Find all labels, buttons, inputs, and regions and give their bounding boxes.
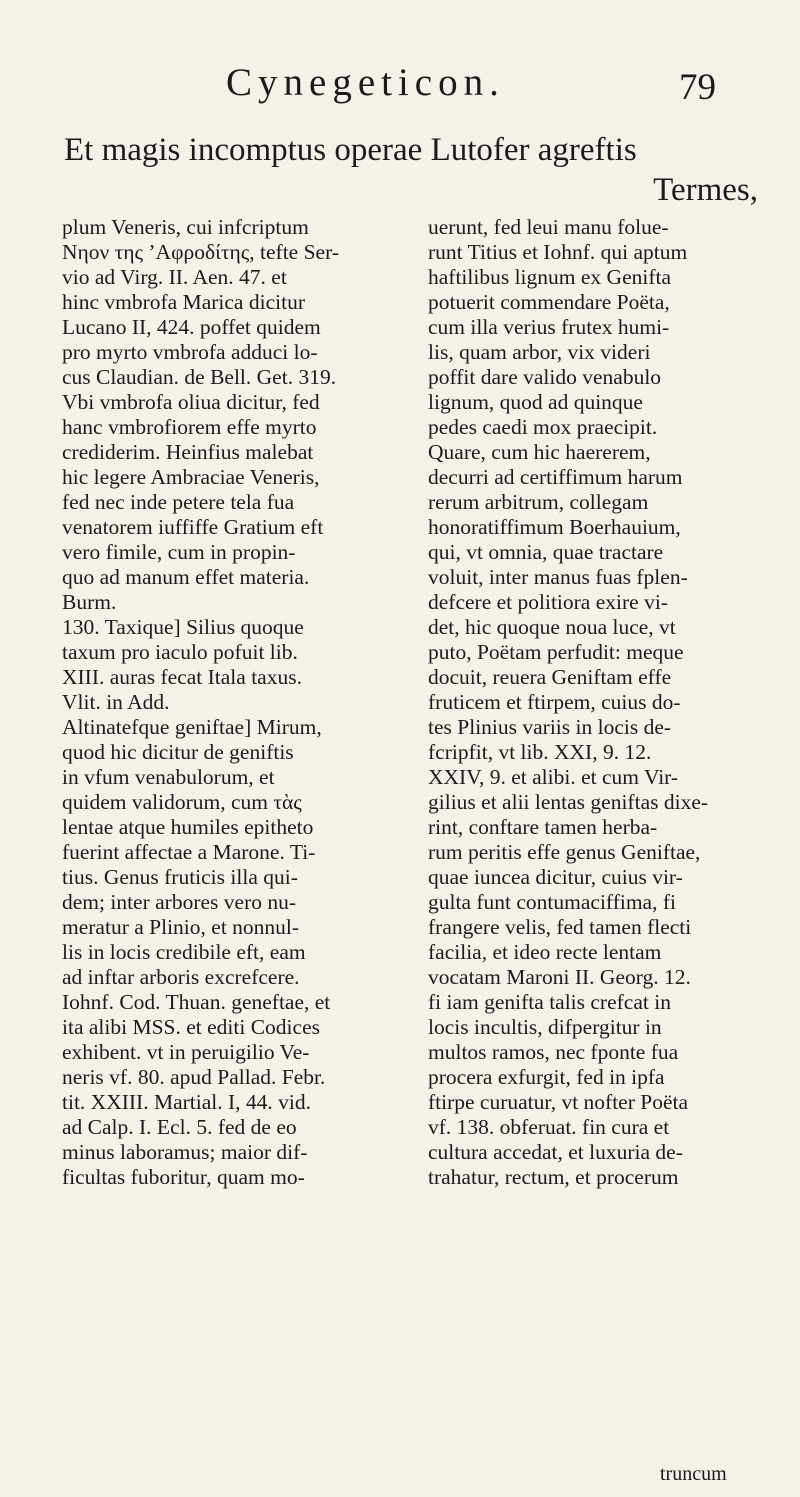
text-line: gilius et alii lentas geniftas dixe-: [428, 790, 709, 814]
text-line: fruticem et ftirpem, cuius do-: [428, 690, 681, 714]
text-line: XIII. auras fecat Itala taxus.: [62, 665, 302, 689]
text-line: lis in locis credibile eft, eam: [62, 940, 306, 964]
text-line: qui, vt omnia, quae tractare: [428, 540, 664, 564]
commentary-left-column: [62, 215, 339, 1190]
verse-line-2: Termes,: [653, 172, 758, 208]
text-line: defcere et politiora exire vi-: [428, 590, 668, 614]
text-line: quod hic dicitur de geniftis: [62, 740, 294, 764]
text-line: Νηον της ’Αφροδίτης, tefte Ser-: [62, 240, 339, 264]
text-line: rerum arbitrum, collegam: [428, 490, 649, 514]
text-line: tius. Genus fruticis illa qui-: [62, 865, 298, 889]
text-line: haftilibus lignum ex Genifta: [428, 265, 672, 289]
text-line: dem; inter arbores vero nu-: [62, 890, 297, 914]
text-line: docuit, reuera Geniftam effe: [428, 665, 672, 689]
text-line: det, hic quoque noua luce, vt: [428, 615, 676, 639]
text-line: ficultas fuboritur, quam mo-: [62, 1165, 305, 1189]
text-line: plum Veneris, cui infcriptum: [62, 215, 309, 239]
text-line: ftirpe curuatur, vt nofter Poëta: [428, 1090, 689, 1114]
text-line: rum peritis effe genus Geniftae,: [428, 840, 701, 864]
text-line: Iohnf. Cod. Thuan. geneftae, et: [62, 990, 331, 1014]
text-line: lignum, quod ad quinque: [428, 390, 643, 414]
text-line: quo ad manum effet materia.: [62, 565, 310, 589]
text-line: Lucano II, 424. poffet quidem: [62, 315, 321, 339]
text-line: cus Claudian. de Bell. Get. 319.: [62, 365, 337, 389]
text-line: Burm.: [62, 590, 117, 614]
text-line: ad inftar arboris excrefcere.: [62, 965, 300, 989]
text-line: minus laboramus; maior dif-: [62, 1140, 308, 1164]
text-line: pedes caedi mox praecipit.: [428, 415, 658, 439]
verse-line-1: Et magis incomptus operae Lutofer agreftis: [64, 132, 637, 168]
text-line: fuerint affectae a Marone. Ti-: [62, 840, 316, 864]
text-line: ita alibi MSS. et editi Codices: [62, 1015, 320, 1039]
text-line: cultura accedat, et luxuria de-: [428, 1140, 683, 1164]
text-line: potuerit commendare Poëta,: [428, 290, 670, 314]
text-line: poffit dare valido venabulo: [428, 365, 662, 389]
text-line: meratur a Plinio, et nonnul-: [62, 915, 300, 939]
text-line: trahatur, rectum, et procerum: [428, 1165, 679, 1189]
text-line: Altinatefque geniftae] Mirum,: [62, 715, 322, 739]
text-line: exhibent. vt in peruigilio Ve-: [62, 1040, 310, 1064]
commentary-right-column: [428, 215, 708, 1190]
text-line: hinc vmbrofa Marica dicitur: [62, 290, 305, 314]
page-header: [0, 60, 800, 110]
text-line: vocatam Maroni II. Georg. 12.: [428, 965, 691, 989]
text-line: Vbi vmbrofa oliua dicitur, fed: [62, 390, 320, 414]
text-line: honoratiffimum Boerhauium,: [428, 515, 681, 539]
text-line: vf. 138. obferuat. fin cura et: [428, 1115, 670, 1139]
running-head: Cynegeticon.: [226, 61, 505, 104]
text-line: pro myrto vmbrofa adduci lo-: [62, 340, 318, 364]
text-line: hic legere Ambraciae Veneris,: [62, 465, 320, 489]
text-line: locis incultis, difpergitur in: [428, 1015, 662, 1039]
text-line: uerunt, fed leui manu folue-: [428, 215, 669, 239]
text-line: 130. Taxique] Silius quoque: [62, 615, 304, 639]
text-line: lentae atque humiles epitheto: [62, 815, 314, 839]
text-line: ad Calp. I. Ecl. 5. fed de eo: [62, 1115, 297, 1139]
text-line: Quare, cum hic haererem,: [428, 440, 651, 464]
text-line: runt Titius et Iohnf. qui aptum: [428, 240, 688, 264]
text-line: multos ramos, nec fponte fua: [428, 1040, 679, 1064]
text-line: cum illa verius frutex humi-: [428, 315, 670, 339]
text-line: hanc vmbrofiorem effe myrto: [62, 415, 317, 439]
text-line: puto, Poëtam perfudit: meque: [428, 640, 684, 664]
text-line: tit. XXIII. Martial. I, 44. vid.: [62, 1090, 311, 1114]
text-line: quae iuncea dicitur, cuius vir-: [428, 865, 683, 889]
text-line: fcripfit, vt lib. XXI, 9. 12.: [428, 740, 652, 764]
text-line: crediderim. Heinfius malebat: [62, 440, 314, 464]
text-line: rint, conftare tamen herba-: [428, 815, 658, 839]
text-line: quidem validorum, cum τὰς: [62, 790, 302, 814]
text-line: XXIV, 9. et alibi. et cum Vir-: [428, 765, 679, 789]
text-line: fed nec inde petere tela fua: [62, 490, 295, 514]
text-line: facilia, et ideo recte lentam: [428, 940, 662, 964]
text-line: voluit, inter manus fuas fplen-: [428, 565, 688, 589]
text-line: Vlit. in Add.: [62, 690, 170, 714]
text-line: fi iam genifta talis crefcat in: [428, 990, 671, 1014]
text-line: tes Plinius variis in locis de-: [428, 715, 672, 739]
text-line: neris vf. 80. apud Pallad. Febr.: [62, 1065, 326, 1089]
catchword: truncum: [660, 1463, 727, 1485]
text-line: frangere velis, fed tamen flecti: [428, 915, 692, 939]
text-line: decurri ad certiffimum harum: [428, 465, 683, 489]
text-line: gulta funt contumaciffima, fi: [428, 890, 676, 914]
text-line: lis, quam arbor, vix videri: [428, 340, 651, 364]
text-line: taxum pro iaculo pofuit lib.: [62, 640, 298, 664]
text-line: vio ad Virg. II. Aen. 47. et: [62, 265, 287, 289]
page-number: 79: [679, 67, 716, 108]
text-line: procera exfurgit, fed in ipfa: [428, 1065, 665, 1089]
text-line: venatorem iuffiffe Gratium eft: [62, 515, 324, 539]
text-line: in vfum venabulorum, et: [62, 765, 275, 789]
text-line: vero fimile, cum in propin-: [62, 540, 296, 564]
